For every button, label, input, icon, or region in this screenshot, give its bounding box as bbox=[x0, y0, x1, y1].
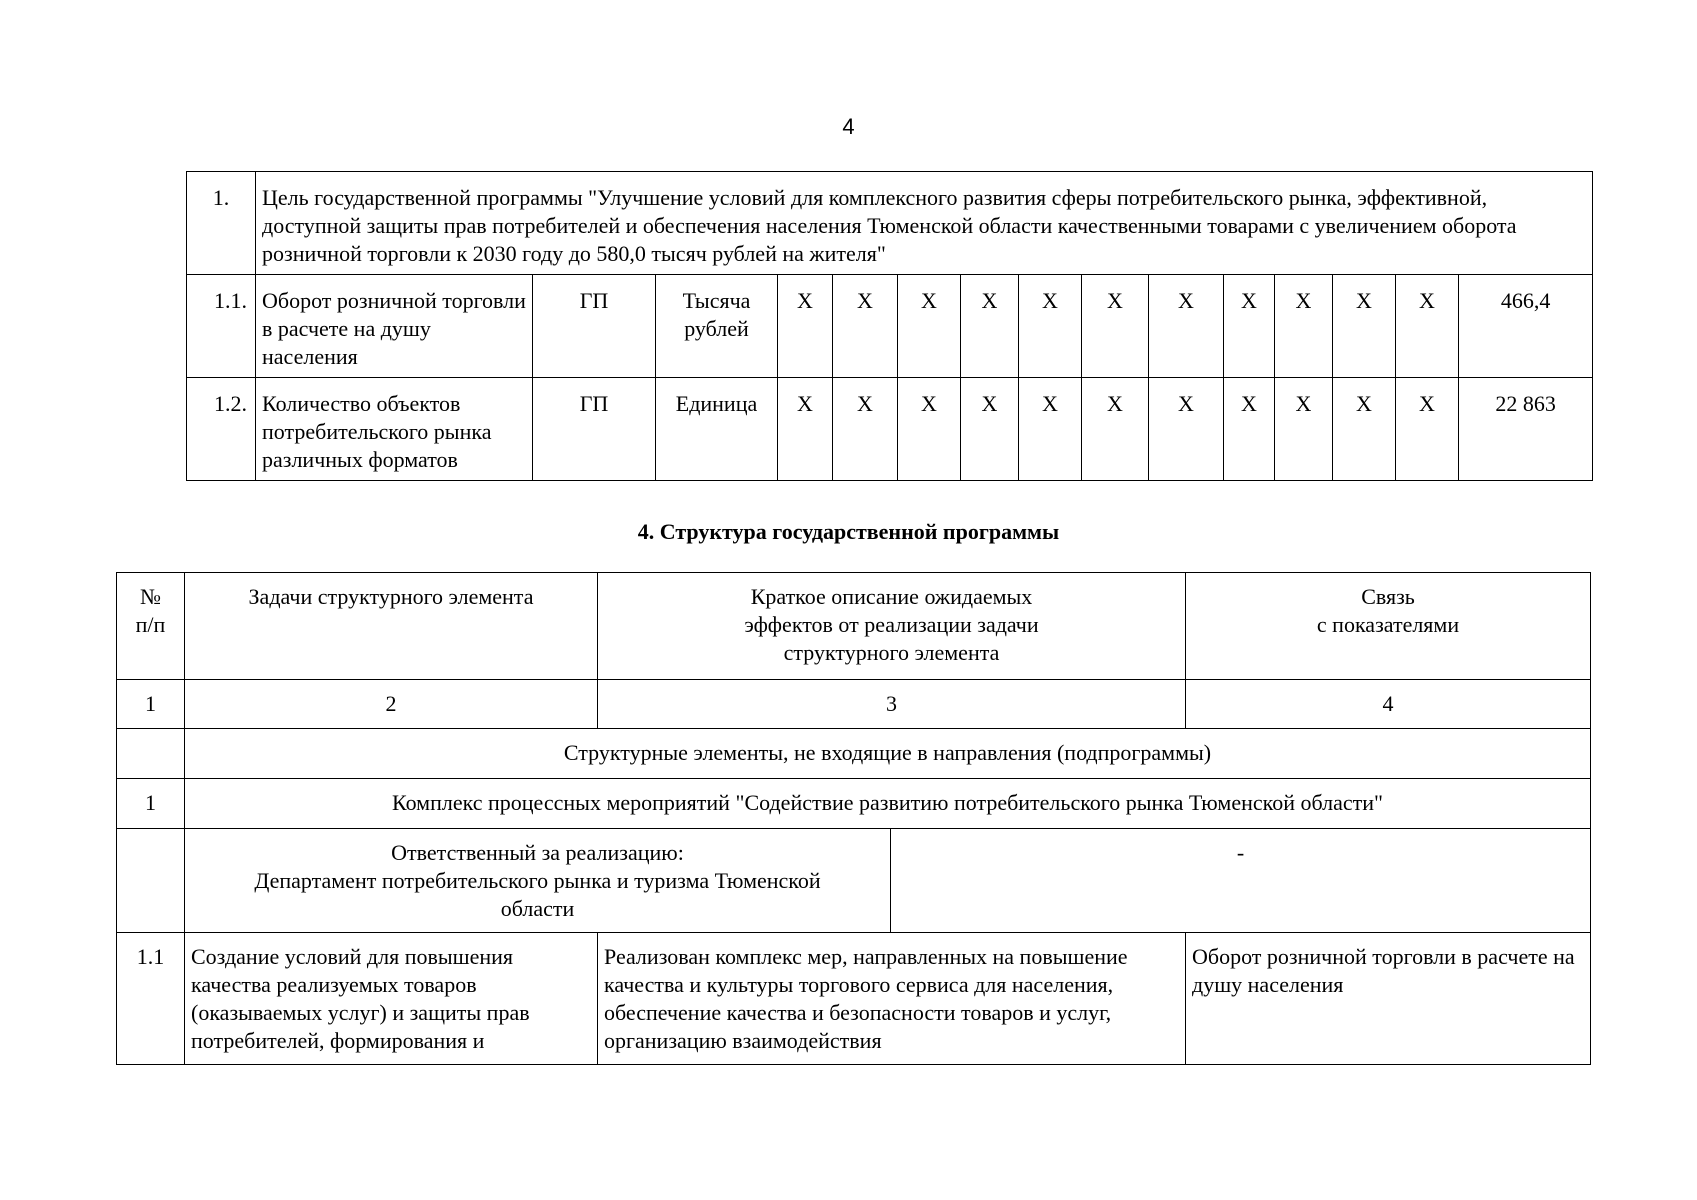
empty-cell bbox=[117, 829, 185, 933]
indicator-value: 466,4 bbox=[1459, 275, 1593, 378]
indicator-mark: X bbox=[898, 275, 961, 378]
structure-table bbox=[116, 572, 1591, 1065]
indicator-mark: X bbox=[898, 378, 961, 481]
indicator-value: 22 863 bbox=[1459, 378, 1593, 481]
indicator-mark: X bbox=[1019, 275, 1082, 378]
indicator-name: Оборот розничной торговли в расчете на душу населения bbox=[256, 275, 533, 378]
task-number: 1.1 bbox=[117, 933, 185, 1065]
subprogram-text: Структурные элементы, не входящие в направления (подпрограммы) bbox=[185, 729, 1591, 779]
task-effect: Реализован комплекс мер, направленных на повышение качества и культуры торгового сервиса для населения, обеспечение качества и безопасности товаров и услуг, организацию взаимодействия bbox=[598, 933, 1186, 1065]
header-num: № п/п bbox=[117, 573, 185, 680]
indicator-mark: X bbox=[833, 378, 898, 481]
indicator-mark: X bbox=[961, 275, 1019, 378]
task-row bbox=[117, 933, 1591, 1065]
responsible-label: Ответственный за реализацию: Департамент потребительского рынка и туризма Тюменской области bbox=[185, 829, 891, 933]
indicator-level: ГП bbox=[533, 275, 656, 378]
complex-text: Комплекс процессных мероприятий "Содействие развитию потребительского рынка Тюменской области" bbox=[185, 779, 1591, 829]
indicator-mark: X bbox=[778, 275, 833, 378]
goal-number: 1. bbox=[187, 172, 256, 275]
header-link: Связь с показателями bbox=[1186, 573, 1591, 680]
indicator-unit: Тысяча рублей bbox=[656, 275, 778, 378]
indicator-number: 1.2. bbox=[187, 378, 256, 481]
empty-cell bbox=[117, 729, 185, 779]
task-text: Создание условий для повышения качества реализуемых товаров (оказываемых услуг) и защиты прав потребителей, формирования и bbox=[185, 933, 598, 1065]
responsible-row bbox=[117, 829, 1591, 933]
column-number: 3 bbox=[598, 680, 1186, 729]
indicator-mark: X bbox=[961, 378, 1019, 481]
goal-row bbox=[187, 172, 1593, 275]
indicator-row bbox=[187, 378, 1593, 481]
indicator-mark: X bbox=[1275, 378, 1333, 481]
column-number: 4 bbox=[1186, 680, 1591, 729]
indicators-table bbox=[186, 171, 1593, 481]
header-tasks: Задачи структурного элемента bbox=[185, 573, 598, 680]
indicator-unit: Единица bbox=[656, 378, 778, 481]
indicator-mark: X bbox=[1082, 275, 1149, 378]
indicator-level: ГП bbox=[533, 378, 656, 481]
column-number: 2 bbox=[185, 680, 598, 729]
indicator-mark: X bbox=[1333, 275, 1396, 378]
indicator-mark: X bbox=[1333, 378, 1396, 481]
column-numbers-row bbox=[117, 680, 1591, 729]
indicator-name: Количество объектов потребительского рынка различных форматов bbox=[256, 378, 533, 481]
indicator-mark: X bbox=[778, 378, 833, 481]
section-heading: 4. Структура государственной программы bbox=[637, 519, 1060, 544]
indicator-number: 1.1. bbox=[187, 275, 256, 378]
column-number: 1 bbox=[117, 680, 185, 729]
subprogram-row bbox=[117, 729, 1591, 779]
header-effects: Краткое описание ожидаемых эффектов от реализации задачи структурного элемента bbox=[598, 573, 1186, 680]
indicator-mark: X bbox=[1396, 275, 1459, 378]
complex-row bbox=[117, 779, 1591, 829]
task-link: Оборот розничной торговли в расчете на душу населения bbox=[1186, 933, 1591, 1065]
indicator-mark: X bbox=[833, 275, 898, 378]
indicator-mark: X bbox=[1224, 378, 1275, 481]
indicator-mark: X bbox=[1082, 378, 1149, 481]
indicator-row bbox=[187, 275, 1593, 378]
complex-number: 1 bbox=[117, 779, 185, 829]
header-row bbox=[117, 573, 1591, 680]
indicator-mark: X bbox=[1396, 378, 1459, 481]
indicator-mark: X bbox=[1275, 275, 1333, 378]
indicator-mark: X bbox=[1149, 275, 1224, 378]
responsible-value: - bbox=[891, 829, 1591, 933]
page-number: 4 bbox=[842, 114, 855, 139]
goal-text: Цель государственной программы "Улучшение условий для комплексного развития сферы потребительского рынка, эффективной, доступной защиты прав потребителей и обеспечения населения Тюменской области качественными товарами с увеличением оборота розничной торговли к 2030 году до 580,0 тысяч рублей на жителя" bbox=[256, 172, 1593, 275]
indicator-mark: X bbox=[1149, 378, 1224, 481]
indicator-mark: X bbox=[1019, 378, 1082, 481]
indicator-mark: X bbox=[1224, 275, 1275, 378]
